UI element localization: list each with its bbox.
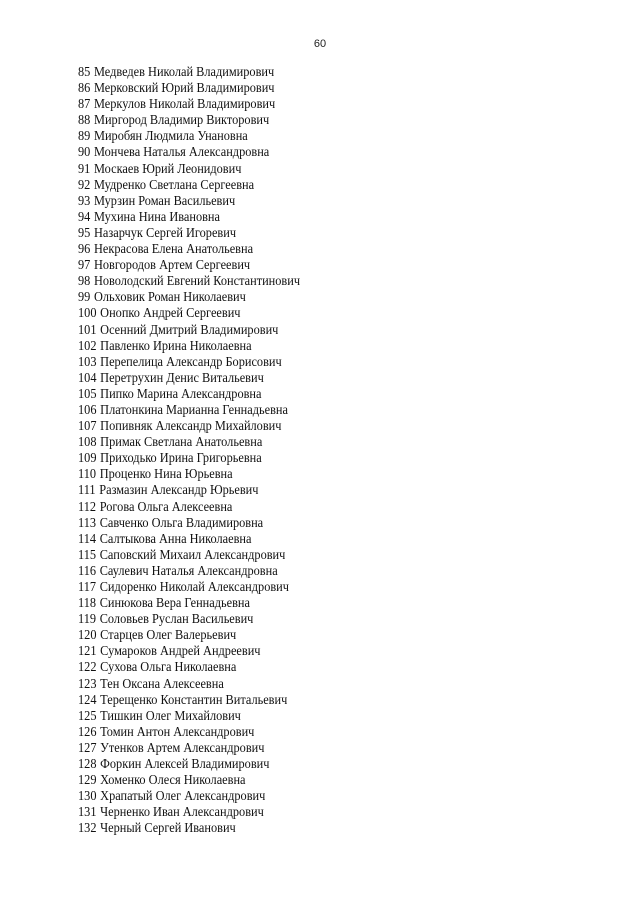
list-item xyxy=(78,128,300,144)
entry-number: 98 xyxy=(78,273,91,289)
entry-name: Примак Светлана Анатольевна xyxy=(100,434,263,450)
entry-number: 117 xyxy=(78,579,97,594)
entry-number: 130 xyxy=(78,788,97,804)
entry-name: Осенний Дмитрий Владимирович xyxy=(100,321,279,337)
entry-name: Старцев Олег Валерьевич xyxy=(100,627,237,643)
entry-number: 111 xyxy=(78,482,96,498)
list-item xyxy=(78,611,300,627)
entry-number: 104 xyxy=(78,369,97,385)
entry-number: 96 xyxy=(78,241,91,257)
list-item xyxy=(78,305,300,321)
list-item xyxy=(78,820,300,836)
entry-name: Перетрухин Денис Витальевич xyxy=(100,369,264,385)
entry-name: Тен Оксана Алексеевна xyxy=(100,675,224,691)
entry-name: Сидоренко Николай Александрович xyxy=(99,579,289,594)
entry-name: Размазин Александр Юрьевич xyxy=(99,482,259,498)
list-item xyxy=(78,402,300,418)
list-item xyxy=(78,627,300,643)
entry-name: Ольховик Роман Николаевич xyxy=(93,289,246,305)
entry-number: 95 xyxy=(78,224,91,240)
entry-name: Медведев Николай Владимирович xyxy=(93,64,275,79)
entry-name: Черный Сергей Иванович xyxy=(100,820,236,836)
entry-number: 106 xyxy=(78,401,97,417)
entry-number: 99 xyxy=(78,289,91,305)
entry-number: 115 xyxy=(78,546,97,562)
entry-name: Мурзин Роман Васильевич xyxy=(93,192,236,208)
entry-name: Соловьев Руслан Васильевич xyxy=(99,611,254,627)
entry-name: Мудренко Светлана Сергеевна xyxy=(93,176,255,192)
entry-name: Сумароков Андрей Андреевич xyxy=(100,643,261,659)
list-item xyxy=(78,466,300,482)
entry-number: 100 xyxy=(78,305,97,321)
list-item xyxy=(78,676,300,692)
entry-number: 132 xyxy=(78,820,97,836)
entry-name: Назарчук Сергей Игоревич xyxy=(93,224,237,240)
entry-name: Утенков Артем Александрович xyxy=(100,739,265,755)
name-list xyxy=(78,64,319,837)
entry-number: 120 xyxy=(78,627,97,643)
entry-name: Терещенко Константин Витальевич xyxy=(100,691,288,707)
list-item xyxy=(78,499,300,515)
list-item xyxy=(78,595,300,611)
entry-name: Сухова Ольга Николаевна xyxy=(100,659,237,675)
entry-number: 101 xyxy=(78,321,97,337)
entry-number: 86 xyxy=(78,80,91,96)
list-item xyxy=(78,193,300,209)
entry-name: Проценко Нина Юрьевна xyxy=(99,466,233,482)
entry-number: 97 xyxy=(78,257,91,273)
list-item xyxy=(78,418,300,434)
list-item xyxy=(78,64,300,80)
list-item xyxy=(78,547,300,563)
entry-name: Платонкина Марианна Геннадьевна xyxy=(100,401,288,417)
list-item xyxy=(78,257,300,273)
entry-number: 110 xyxy=(78,466,97,482)
entry-number: 105 xyxy=(78,385,97,401)
page-number: 60 xyxy=(313,38,327,50)
entry-number: 127 xyxy=(78,739,97,755)
list-item xyxy=(78,772,300,788)
entry-number: 94 xyxy=(78,208,91,224)
entry-name: Саповский Михаил Александрович xyxy=(99,546,286,562)
entry-number: 107 xyxy=(78,418,97,434)
entry-number: 93 xyxy=(78,192,91,208)
entry-number: 126 xyxy=(78,723,97,739)
entry-name: Саулевич Наталья Александровна xyxy=(99,562,278,578)
entry-number: 109 xyxy=(78,450,97,466)
list-item xyxy=(78,724,300,740)
entry-name: Черненко Иван Александрович xyxy=(100,804,264,820)
entry-name: Новгородов Артем Сергеевич xyxy=(93,257,251,273)
list-item xyxy=(78,289,300,305)
entry-name: Томин Антон Александрович xyxy=(100,723,255,739)
entry-number: 123 xyxy=(78,675,97,691)
entry-number: 118 xyxy=(78,595,97,611)
entry-number: 121 xyxy=(78,643,97,659)
list-item xyxy=(78,756,300,772)
entry-number: 128 xyxy=(78,756,97,772)
entry-name: Москаев Юрий Леонидович xyxy=(93,160,242,176)
entry-name: Тишкин Олег Михайлович xyxy=(100,707,241,723)
entry-number: 112 xyxy=(78,498,97,514)
entry-name: Пипко Марина Александровна xyxy=(100,385,262,401)
list-item xyxy=(78,643,300,659)
entry-name: Савченко Ольга Владимировна xyxy=(99,514,264,530)
entry-number: 124 xyxy=(78,691,97,707)
entry-name: Храпатый Олег Александрович xyxy=(100,788,266,804)
list-item xyxy=(78,692,300,708)
entry-name: Форкин Алексей Владимирович xyxy=(100,756,270,772)
entry-number: 108 xyxy=(78,434,97,450)
list-item xyxy=(78,225,300,241)
entry-name: Рогова Ольга Алексеевна xyxy=(99,498,233,514)
entry-number: 125 xyxy=(78,707,97,723)
list-item xyxy=(78,579,300,595)
entry-name: Синюкова Вера Геннадьевна xyxy=(99,595,250,611)
list-item xyxy=(78,434,300,450)
list-item xyxy=(78,96,300,112)
entry-number: 90 xyxy=(78,144,91,160)
entry-number: 102 xyxy=(78,337,97,353)
list-item xyxy=(78,112,300,128)
list-item xyxy=(78,740,300,756)
entry-name: Приходько Ирина Григорьевна xyxy=(100,450,262,466)
entry-name: Миргород Владимир Викторович xyxy=(93,112,270,128)
list-item xyxy=(78,450,300,466)
entry-name: Хоменко Олеся Николаевна xyxy=(100,772,246,788)
entry-name: Попивняк Александр Михайлович xyxy=(100,418,282,434)
entry-name: Павленко Ирина Николаевна xyxy=(100,337,252,353)
entry-number: 116 xyxy=(78,562,97,578)
entry-number: 129 xyxy=(78,772,97,788)
list-item xyxy=(78,354,300,370)
entry-number: 131 xyxy=(78,804,97,820)
list-item xyxy=(78,177,300,193)
list-item xyxy=(78,804,300,820)
list-item xyxy=(78,370,300,386)
list-item xyxy=(78,386,300,402)
entry-name: Онопко Андрей Сергеевич xyxy=(100,305,241,321)
list-item xyxy=(78,788,300,804)
entry-number: 114 xyxy=(78,530,97,546)
entry-name: Перепелица Александр Борисович xyxy=(100,353,282,369)
list-item xyxy=(78,273,300,289)
entry-number: 119 xyxy=(78,611,97,627)
entry-number: 92 xyxy=(78,176,91,192)
list-item xyxy=(78,563,300,579)
entry-number: 87 xyxy=(78,96,91,112)
entry-name: Меркулов Николай Владимирович xyxy=(93,96,276,112)
entry-number: 85 xyxy=(78,64,91,79)
entry-name: Миробян Людмила Унановна xyxy=(93,128,248,144)
list-item xyxy=(78,80,300,96)
entry-number: 89 xyxy=(78,128,91,144)
entry-name: Салтыкова Анна Николаевна xyxy=(99,530,252,546)
list-item xyxy=(78,144,300,160)
list-item xyxy=(78,161,300,177)
list-item xyxy=(78,515,300,531)
entry-number: 103 xyxy=(78,353,97,369)
entry-number: 88 xyxy=(78,112,91,128)
entry-number: 113 xyxy=(78,514,97,530)
entry-name: Мончева Наталья Александровна xyxy=(93,144,270,160)
list-item xyxy=(78,241,300,257)
entry-name: Новолодский Евгений Константинович xyxy=(93,273,301,289)
list-item xyxy=(78,209,300,225)
entry-name: Мухина Нина Ивановна xyxy=(93,208,220,224)
entry-number: 122 xyxy=(78,659,97,675)
entry-name: Мерковский Юрий Владимирович xyxy=(93,80,275,96)
entry-name: Некрасова Елена Анатольевна xyxy=(93,241,254,257)
list-item xyxy=(78,338,300,354)
list-item xyxy=(78,659,300,675)
list-item xyxy=(78,322,300,338)
list-item xyxy=(78,708,300,724)
list-item xyxy=(78,482,300,498)
list-item xyxy=(78,531,300,547)
entry-number: 91 xyxy=(78,160,91,176)
